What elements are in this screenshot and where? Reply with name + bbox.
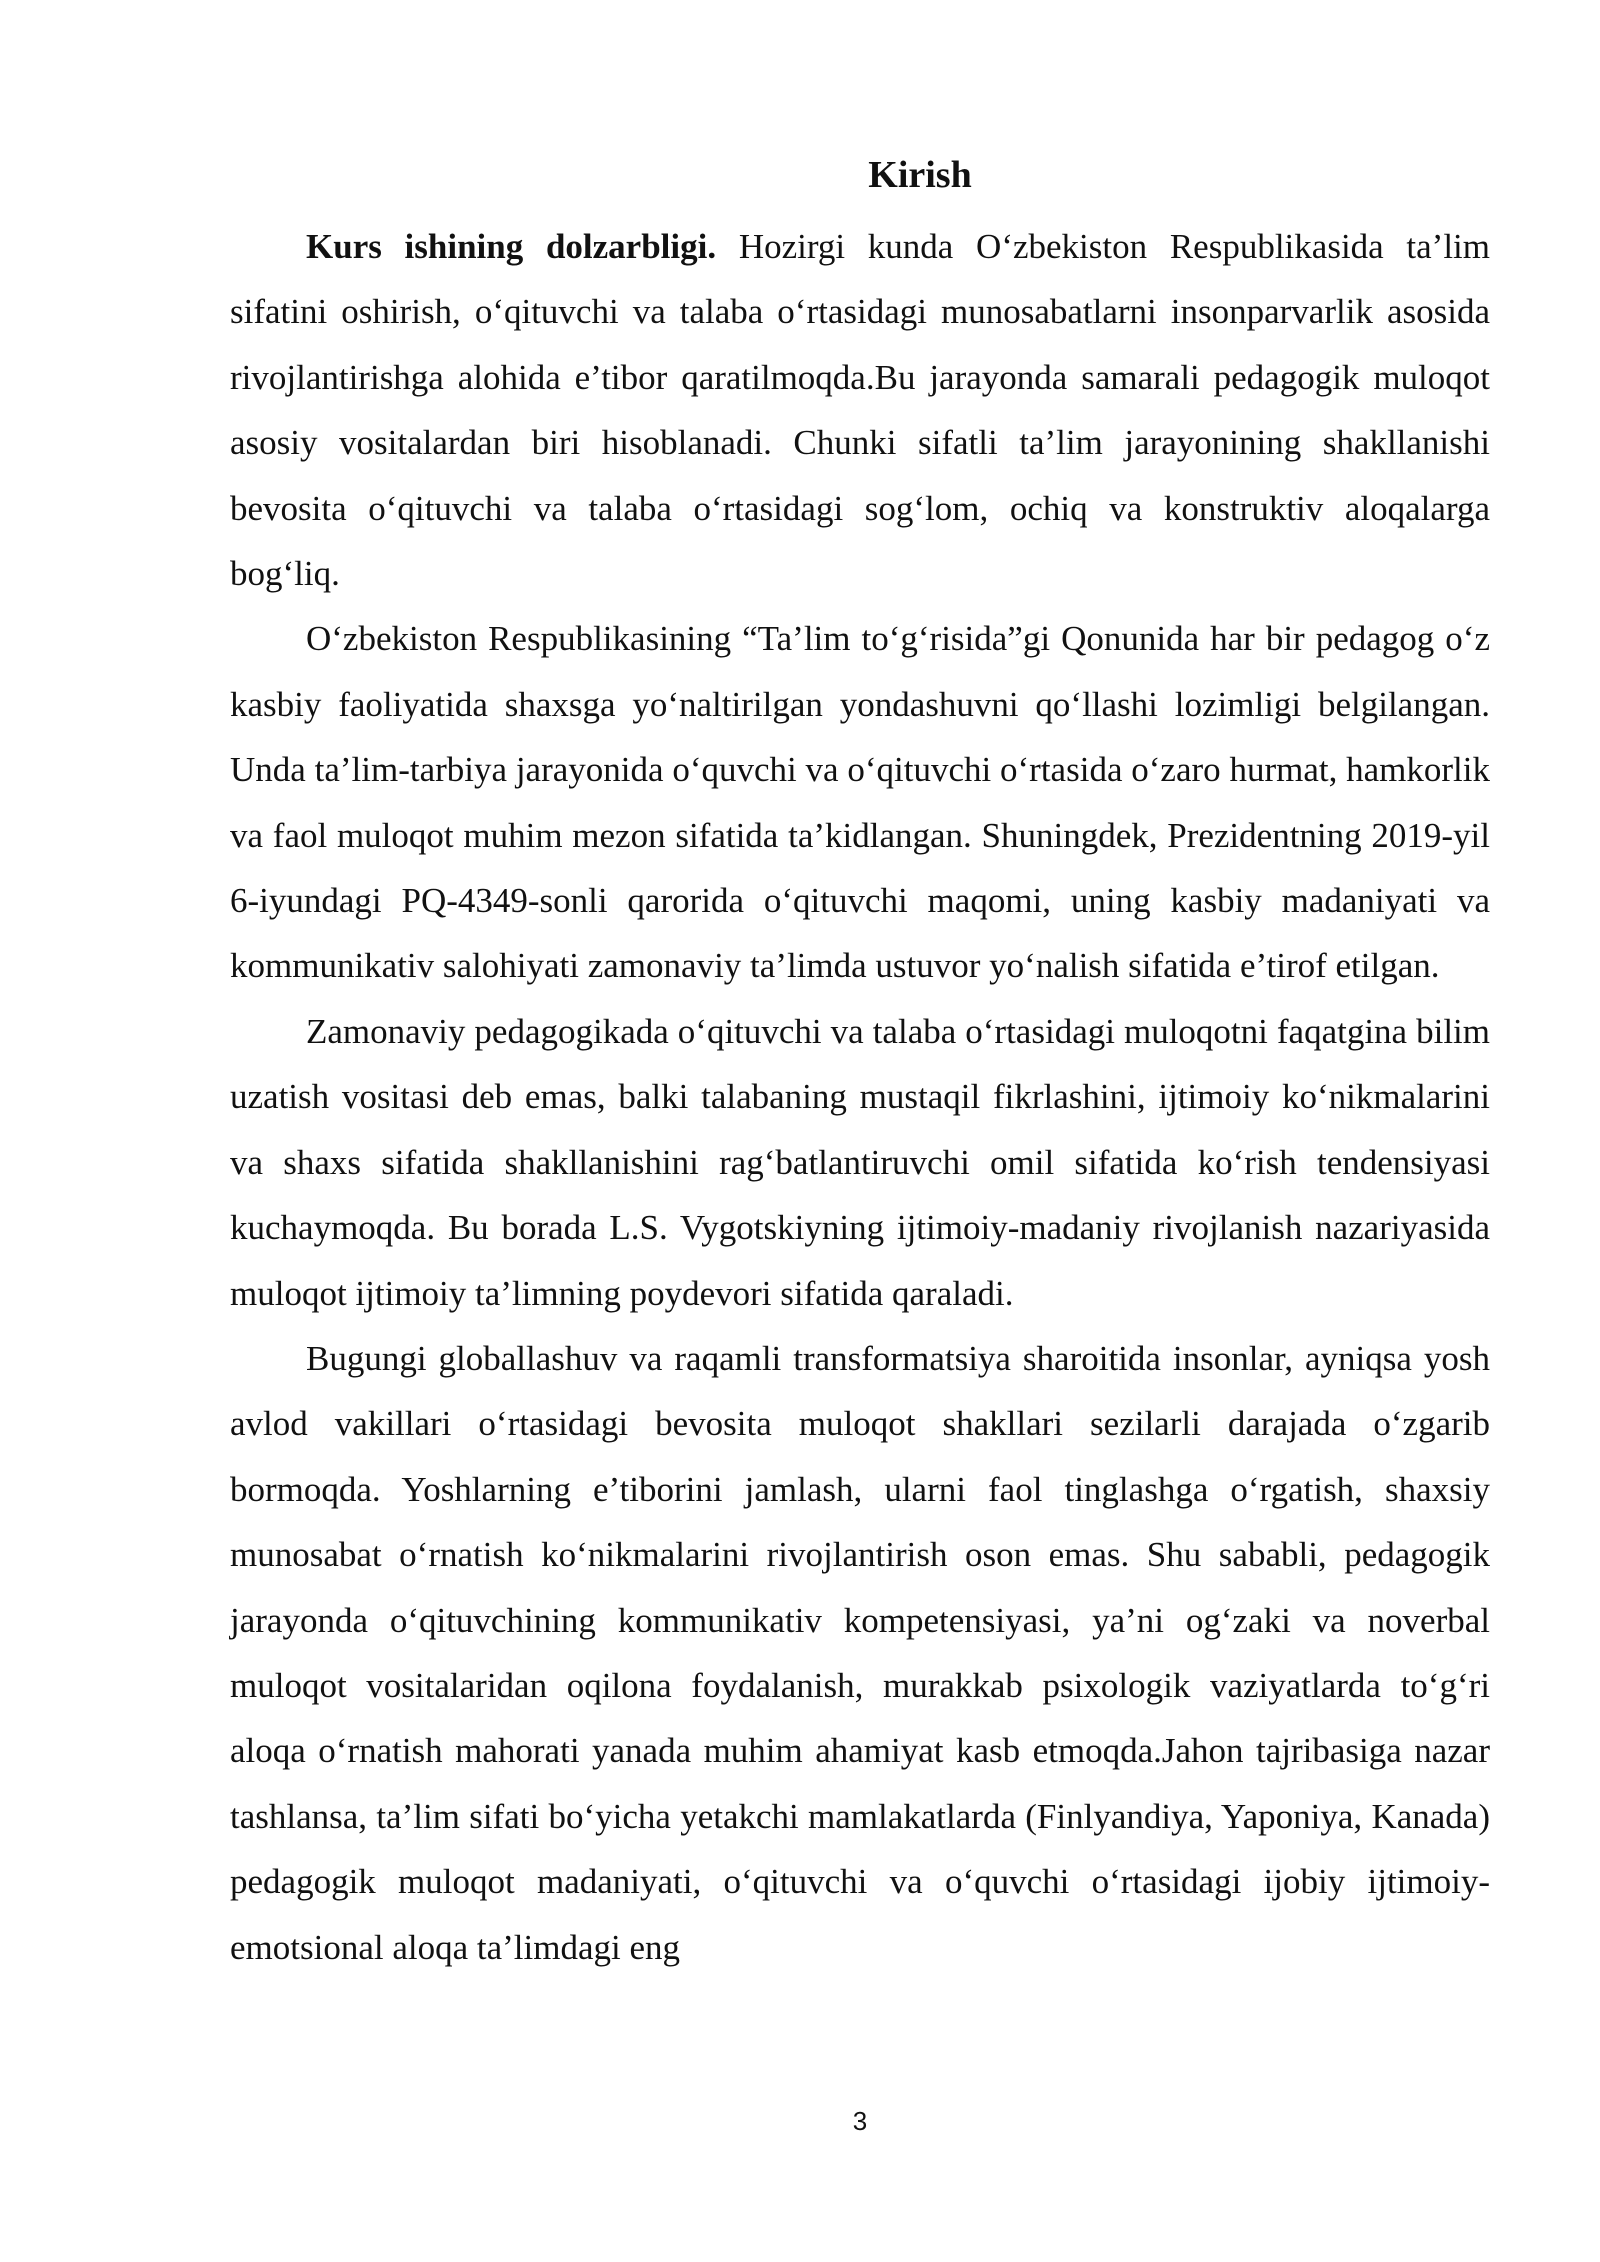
paragraph-4: Bugungi globallashuv va raqamli transformatsiya sharoitida insonlar, ayniqsa yosh avlod vakillari o‘rtasidagi bevosita muloqot shakllari sezilarli darajada o‘zgarib bormoqda. Yoshlarning e’tiborini jamlash, ularni faol tinglashga o‘rgatish, shaxsiy munosabat o‘rnatish ko‘nikmalarini rivojlantirish oson emas. Shu sababli, pedagogik jarayonda o‘qituvchining kommunikativ kompetensiyasi, ya’ni og‘zaki va noverbal muloqot vositalaridan oqilona foydalanish, murakkab psixologik vaziyatlarda to‘g‘ri aloqa o‘rnatish mahorati yanada muhim ahamiyat kasb etmoqda.Jahon tajribasiga nazar tashlansa, ta’lim sifati bo‘yicha yetakchi mamlakatlarda (Finlyandiya, Yaponiya, Kanada) pedagogik muloqot madaniyati, o‘qituvchi va o‘quvchi o‘rtasidagi ijobiy ijtimoiy-emotsional aloqa ta’limdagi eng (230, 1338, 1490, 1967)
paragraph-2: O‘zbekiston Respublikasining “Ta’lim to‘g‘risida”gi Qonunida har bir pedagog o‘z kasbiy faoliyatida shaxsga yo‘naltirilgan yondashuvni qo‘llashi lozimligi belgilangan. Unda ta’lim-tarbiya jarayonida o‘quvchi va o‘qituvchi o‘rtasida o‘zaro hurmat, hamkorlik va faol muloqot muhim mezon sifatida ta’kidlangan. Shuningdek, Prezidentning 2019-yil 6-iyundagi PQ-4349-sonli qarorida o‘qituvchi maqomi, uning kasbiy madaniyati va kommunikativ salohiyati zamonaviy ta’limda ustuvor yo‘nalish sifatida e’tirof etilgan. (230, 619, 1490, 986)
paragraph-lead: Kurs ishining dolzarbligi. (306, 227, 717, 266)
paragraph-text: Hozirgi kunda O‘zbekiston Respublikasida ta’lim sifatini oshirish, o‘qituvchi va talaba o‘rtasidagi munosabatlarni insonparvarlik asosida rivojlantirishga alohida e’tibor qaratilmoqda.Bu jarayonda samarali pedagogik muloqot asosiy vositalardan biri hisoblanadi. Chunki sifatli ta’lim jarayonining shakllanishi bevosita o‘qituvchi va talaba o‘rtasidagi sog‘lom, ochiq va konstruktiv aloqalarga bog‘liq. (230, 227, 1490, 594)
paragraph-3: Zamonaviy pedagogikada o‘qituvchi va talaba o‘rtasidagi muloqotni faqatgina bilim uzatish vositasi deb emas, balki talabaning mustaqil fikrlashini, ijtimoiy ko‘nikmalarini va shaxs sifatida shakllanishini rag‘batlantiruvchi omil sifatida ko‘rish tendensiyasi kuchaymoqda. Bu borada L.S. Vygotskiyning ijtimoiy-madaniy rivojlanish nazariyasida muloqot ijtimoiy ta’limning poydevori sifatida qaraladi. (230, 1011, 1490, 1313)
page-number: 3 (852, 2106, 868, 2136)
page-content (230, 150, 1490, 1980)
paragraph-1 (230, 214, 1490, 606)
section-title: Kirish (868, 154, 972, 196)
